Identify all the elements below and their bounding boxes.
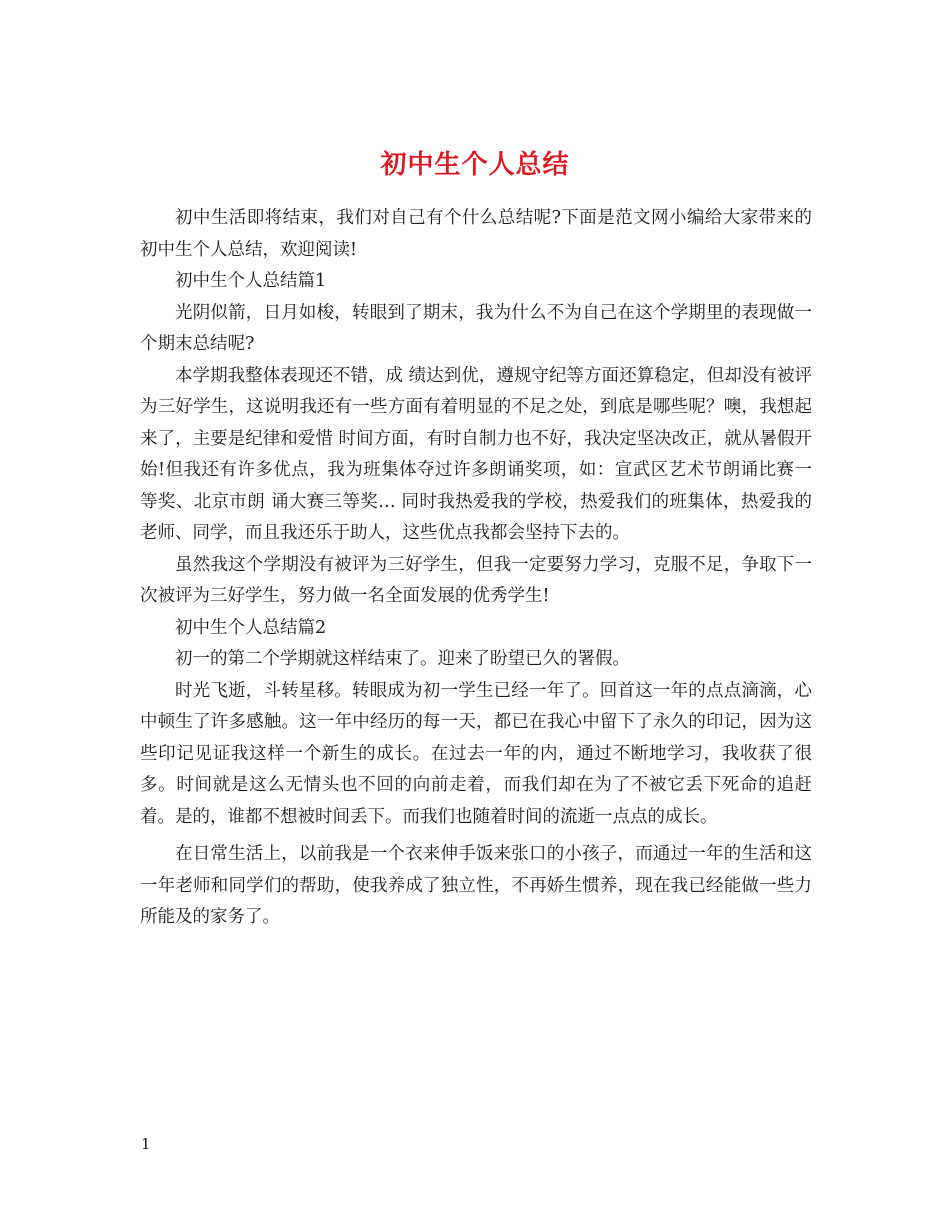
body-paragraph: 虽然我这个学期没有被评为三好学生，但我一定要努力学习，克服不足，争取下一次被评为三好学生，努力做一名全面发展的优秀学生! <box>140 554 812 606</box>
section-heading-2: 初中生个人总结篇2 <box>175 617 327 638</box>
body-paragraph: 光阴似箭，日月如梭，转眼到了期末，我为什么不为自己在这个学期里的表现做一个期末总结呢? <box>140 302 812 354</box>
section-heading-1: 初中生个人总结篇1 <box>175 271 327 291</box>
body-paragraph: 本学期我整体表现还不错，成 绩达到优，遵规守纪等方面还算稳定，但却没有被评为三好学生，这说明我还有一些方面有着明显的不足之处，到底是哪些呢？噢，我想起来了，主要是纪律和爱惜 时间方面，有时自制力也不好，我决定坚决改正，就从暑假开始!但我还有许多优点，我为班集体夺过许多朗诵奖项，如：宣武区艺术节朗诵比赛一等奖、北京市朗 诵大赛三等奖… 同时我热爱我的学校，热爱我们的班集体，热爱我的老师、同学，而且我还乐于助人，这些优点我都会坚持下去的。 <box>140 365 812 543</box>
body-paragraph: 时光飞逝，斗转星移。转眼成为初一学生已经一年了。回首这一年的点点滴滴，心中顿生了许多感触。这一年中经历的每一天，都已在我心中留下了永久的印记，因为这些印记见证我这样一个新生的成长。在过去一年的内，通过不断地学习，我收获了很多。时间就是这么无情头也不回的向前走着，而我们却在为了不被它丢下死命的追赶着。是的，谁都不想被时间丢下。而我们也随着时间的流逝一点点的成长。 <box>140 680 812 827</box>
page-number: 1 <box>141 1135 151 1153</box>
intro-paragraph: 初中生活即将结束，我们对自己有个什么总结呢?下面是范文网小编给大家带来的初中生个人总结，欢迎阅读! <box>140 208 812 260</box>
document-title: 初中生个人总结 <box>380 150 570 181</box>
body-paragraph: 初一的第二个学期就这样结束了。迎来了盼望已久的署假。 <box>175 649 630 669</box>
document-body <box>140 203 812 934</box>
body-paragraph: 在日常生活上，以前我是一个衣来伸手饭来张口的小孩子，而通过一年的生活和这一年老师和同学们的帮助，使我养成了独立性，不再娇生惯养，现在我已经能做一些力所能及的家务了。 <box>140 844 812 927</box>
